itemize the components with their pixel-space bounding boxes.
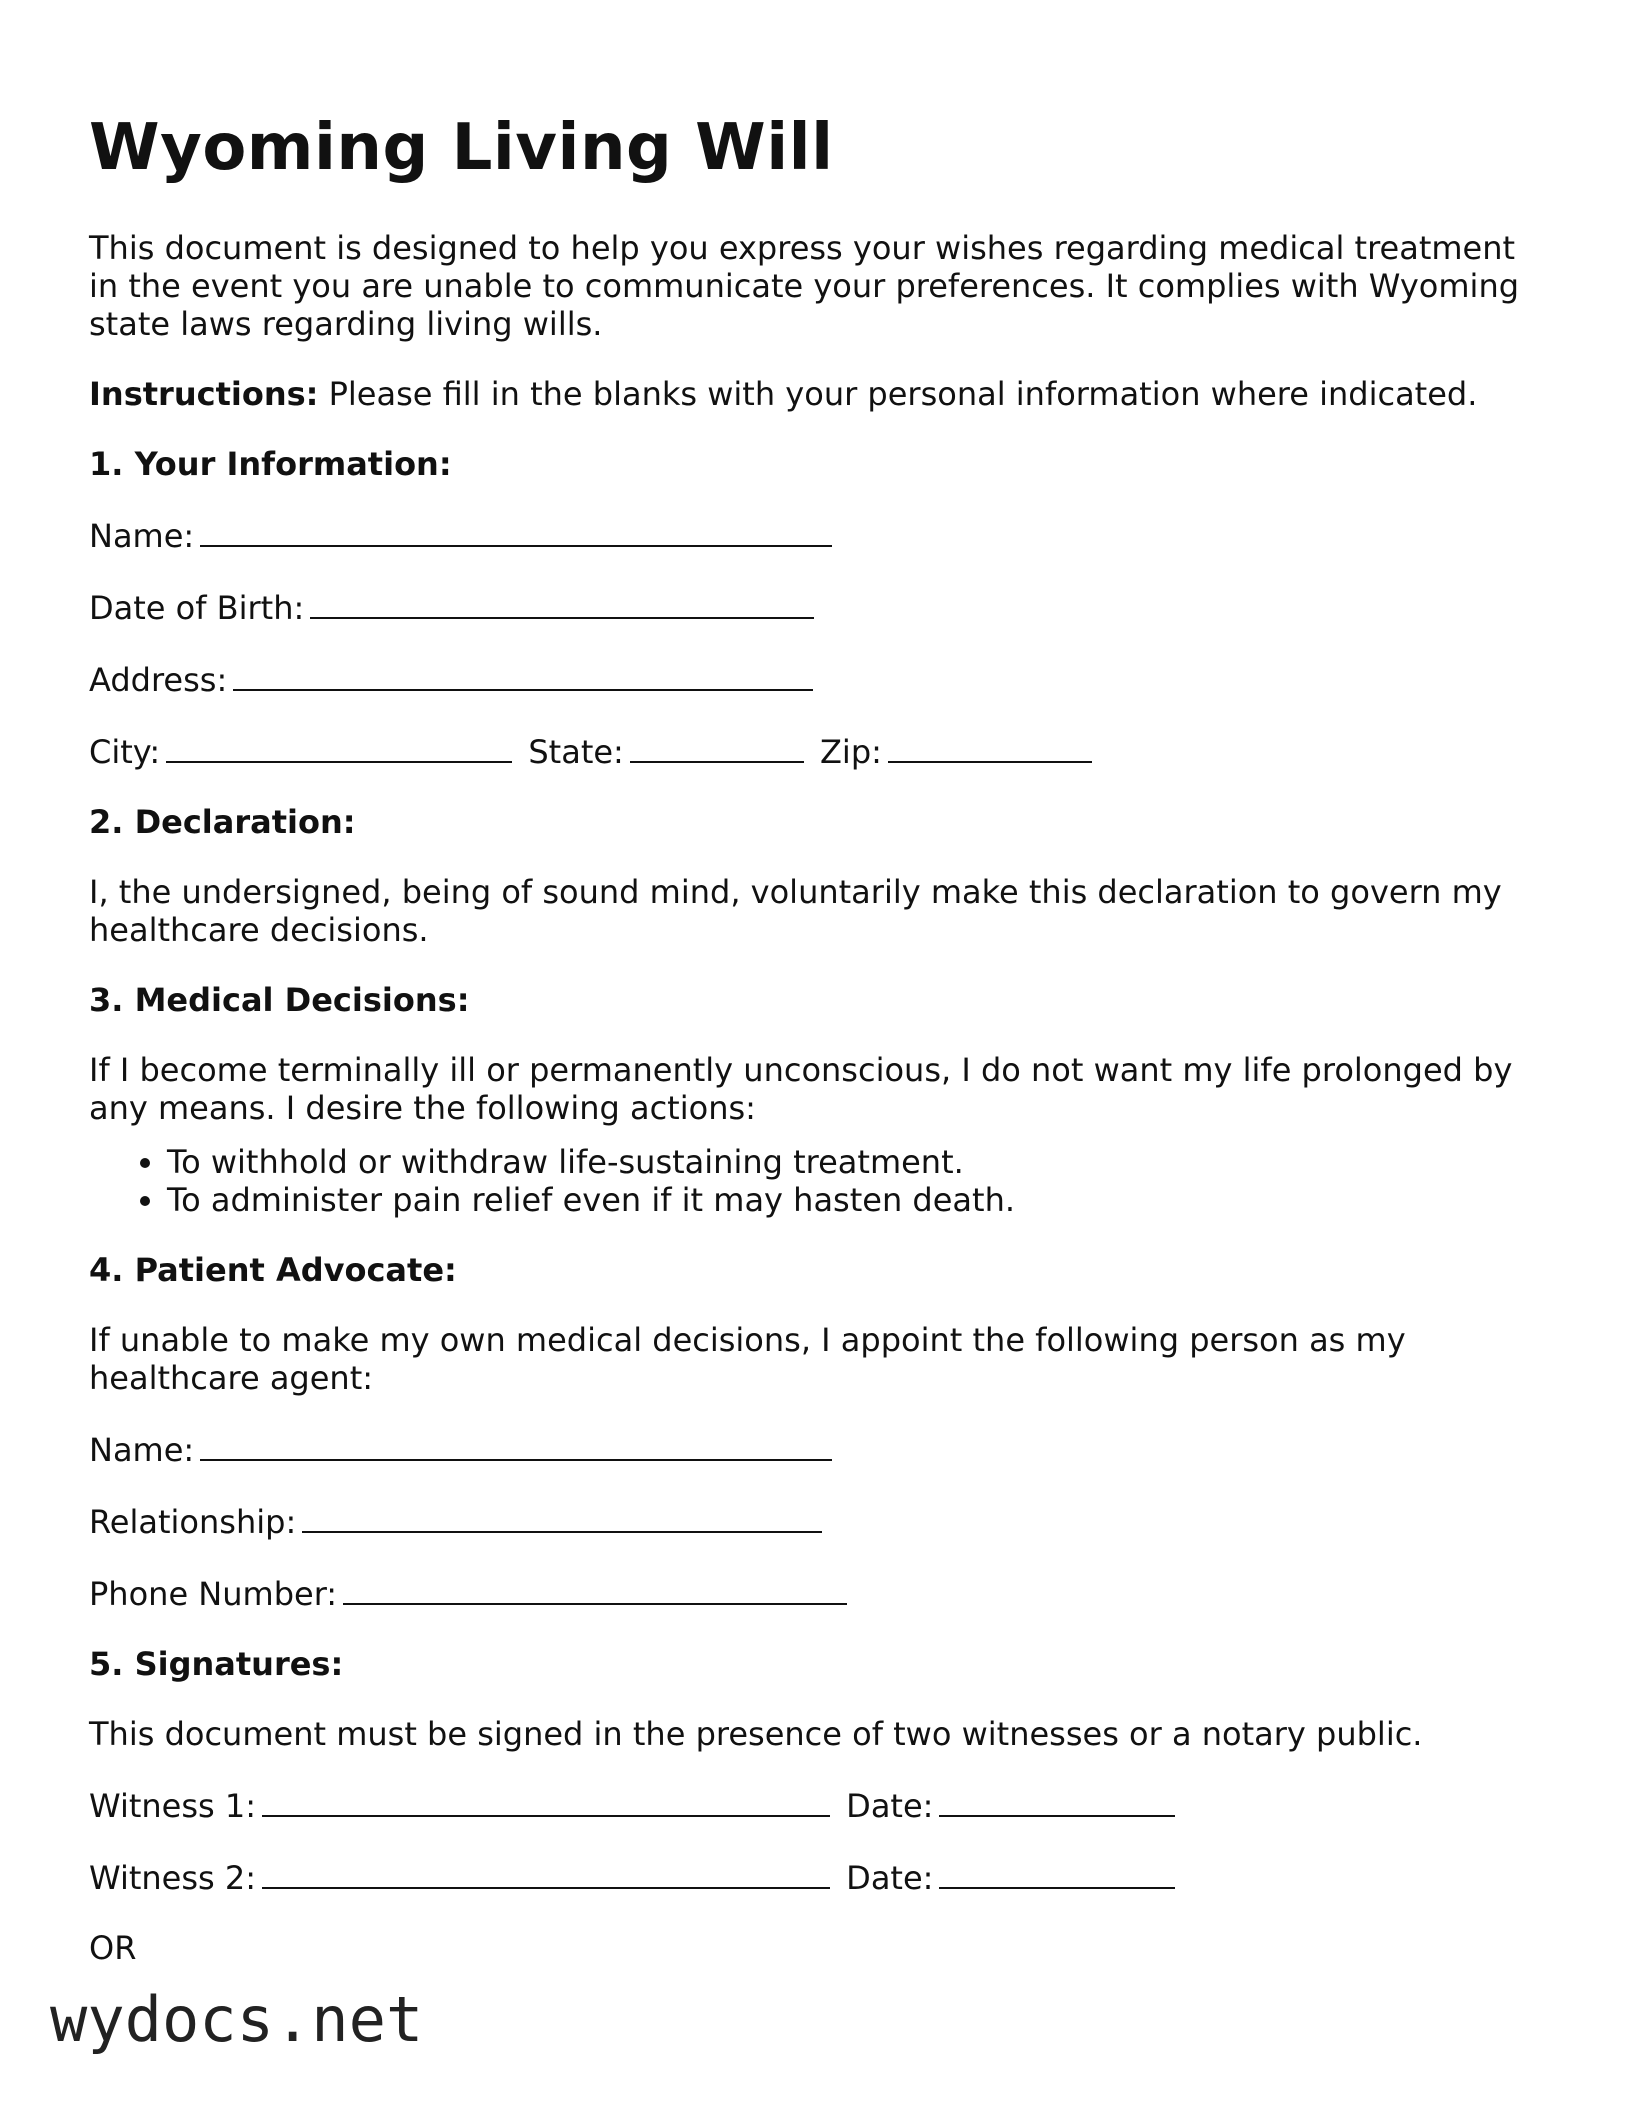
intro-paragraph: This document is designed to help you express your wishes regarding medical treatment in the event you are unable to communicate your preferences. It complies with Wyoming state laws regarding living wills.: [89, 229, 1520, 343]
address-field-row: [89, 659, 1529, 699]
instructions-text: Please fill in the blanks with your personal information where indicated.: [318, 375, 1478, 413]
zip-blank[interactable]: [888, 731, 1092, 763]
zip-label: Zip:: [820, 733, 882, 771]
section-heading-signatures: 5. Signatures:: [89, 1645, 344, 1683]
section-heading-medical-decisions: 3. Medical Decisions:: [89, 981, 470, 1019]
witness2-date-blank[interactable]: [939, 1857, 1175, 1889]
document-title: Wyoming Living Will: [89, 111, 834, 185]
section-heading-patient-advocate: 4. Patient Advocate:: [89, 1251, 457, 1289]
witness2-blank[interactable]: [262, 1857, 830, 1889]
agent-name-label: Name:: [89, 1431, 195, 1469]
instructions-label: Instructions:: [89, 375, 319, 413]
name-field-row: [89, 515, 1529, 555]
medical-decisions-paragraph: If I become terminally ill or permanently unconscious, I do not want my life prolonged by any means. I desire the following actions:: [89, 1051, 1513, 1127]
city-state-zip-row: [89, 731, 1529, 771]
state-blank[interactable]: [630, 731, 804, 763]
witness1-date-label: Date:: [846, 1787, 934, 1825]
agent-name-field-row: [89, 1429, 1529, 1469]
list-item: • To withhold or withdraw life-sustaining treatment.: [167, 1143, 1529, 1181]
witness1-label: Witness 1:: [89, 1787, 256, 1825]
relationship-label: Relationship:: [89, 1503, 297, 1541]
address-blank[interactable]: [233, 659, 813, 691]
list-item: • To administer pain relief even if it may hasten death.: [167, 1181, 1529, 1219]
medical-actions-list: [89, 1143, 1529, 1219]
dob-field-row: [89, 587, 1529, 627]
section-heading-declaration: 2. Declaration:: [89, 803, 356, 841]
section-heading-your-information: 1. Your Information:: [89, 445, 452, 483]
agent-name-blank[interactable]: [200, 1429, 832, 1461]
city-blank[interactable]: [166, 731, 512, 763]
phone-blank[interactable]: [343, 1573, 847, 1605]
city-label: City:: [89, 733, 161, 771]
relationship-blank[interactable]: [302, 1501, 822, 1533]
witness2-date-label: Date:: [846, 1859, 934, 1897]
patient-advocate-paragraph: If unable to make my own medical decisions, I appoint the following person as my healthcare agent:: [89, 1321, 1406, 1397]
address-label: Address:: [89, 661, 228, 699]
state-label: State:: [528, 733, 624, 771]
relationship-field-row: [89, 1501, 1529, 1541]
witness1-field-row: [89, 1785, 1529, 1825]
name-blank[interactable]: [200, 515, 832, 547]
signatures-paragraph: This document must be signed in the presence of two witnesses or a notary public.: [89, 1715, 1423, 1753]
watermark-logo: wydocs.net: [50, 1983, 424, 2056]
phone-label: Phone Number:: [89, 1575, 338, 1613]
witness2-field-row: [89, 1857, 1529, 1897]
dob-label: Date of Birth:: [89, 589, 305, 627]
phone-field-row: [89, 1573, 1529, 1613]
dob-blank[interactable]: [310, 587, 814, 619]
document-page: [89, 110, 1529, 1999]
declaration-paragraph: I, the undersigned, being of sound mind, voluntarily make this declaration to govern my healthcare decisions.: [89, 873, 1502, 949]
instructions-paragraph: [89, 375, 1529, 413]
witness1-blank[interactable]: [262, 1785, 830, 1817]
or-text: OR: [89, 1929, 137, 1967]
witness2-label: Witness 2:: [89, 1859, 256, 1897]
witness1-date-blank[interactable]: [939, 1785, 1175, 1817]
name-label: Name:: [89, 517, 195, 555]
